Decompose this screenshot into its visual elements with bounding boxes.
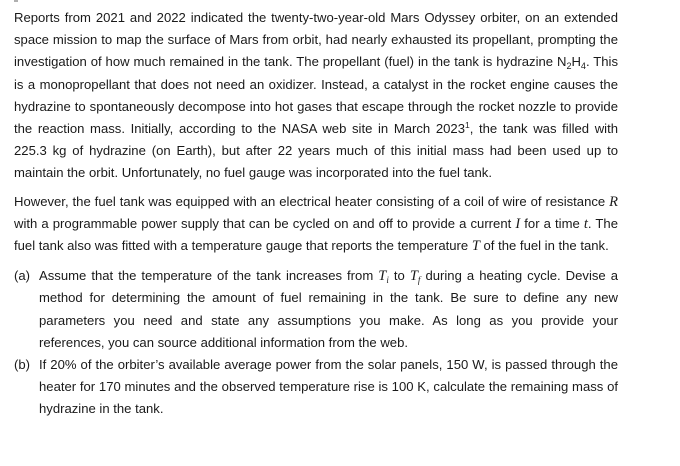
paragraph-fuel-tank-heater [14,191,618,258]
variable-subscript: f [417,275,421,286]
question-item-b [14,354,618,421]
variable-symbol: T [409,268,418,285]
item-text: Assume that the temperature of the tank increases from [39,268,379,284]
variable-temperature: T [471,238,480,255]
paragraph-text: . The fuel tank also was fitted with a temperature gauge that reports the temperature [14,215,618,254]
paragraph-text: , the tank was filled with 225.3 kg of hydrazine (on Earth), but after 22 years much of this initial mass had been used up to maintain the orbit. Unfortunately, no fuel gauge was incorporated into the fuel tank. [14,121,618,181]
item-text: If 20% of the orbiter’s available average power from the solar panels, 150 W, is passed through the heater for 170 minutes and the observed temperature rise is 100 K, calculate the remaining mass of hydrazine in the tank. [39,357,618,417]
hydrazine-formula [556,54,586,72]
footnote-marker: 1 [464,120,470,131]
item-label-a: (a) [14,268,31,284]
question-list [14,265,618,420]
paragraph-mars-odyssey-propellant [14,7,618,185]
item-text: during a heating cycle. Devise a method for determining the amount of fuel remaining in the tank. Be sure to define any new parameters you need and state any assumptions you make. As long as you provide your references, you can source additional information from the web. [39,268,618,350]
paragraph-text: . This is a monopropellant that does not need an oxidizer. Instead, a catalyst in the rocket engine causes the hydrazine to spontaneously decompose into hot gases that escape through the rocket nozzle to provide the reaction mass. Initially, according to the NASA web site in March 2023 [14,54,619,137]
variable-final-temperature [410,268,421,284]
question-item-a [14,265,618,354]
item-label-b: (b) [14,357,31,373]
paragraph-text: with a programmable power supply that can be cycled on and off to provide a current [14,215,516,231]
variable-current: I [515,215,521,232]
item-text: to [388,268,410,284]
paragraph-text: Reports from 2021 and 2022 indicated the twenty-two-year-old Mars Odyssey orbiter, on an extended space mission to map the surface of Mars from orbit, had nearly exhausted its propellant, prompting the investigation of how much remained in the tank. The propellant (fuel) in the tank is hydrazine [14,10,618,70]
paragraph-text: of the fuel in the tank. [479,238,609,254]
paragraph-text: for a time [520,215,584,231]
variable-initial-temperature [378,268,389,284]
formula-element-n: N [556,54,567,70]
document-body [14,7,618,421]
page-top-mark [14,0,18,2]
paragraph-text: However, the fuel tank was equipped with an electrical heater consisting of a coil of wire of resistance [14,193,610,209]
variable-symbol: T [378,268,387,285]
variable-subscript: i [386,275,389,286]
variable-time: t [583,215,588,232]
variable-resistance: R [609,193,618,210]
formula-subscript: 4 [580,61,586,72]
formula-element-h: H [571,54,581,70]
formula-subscript: 2 [566,61,572,72]
